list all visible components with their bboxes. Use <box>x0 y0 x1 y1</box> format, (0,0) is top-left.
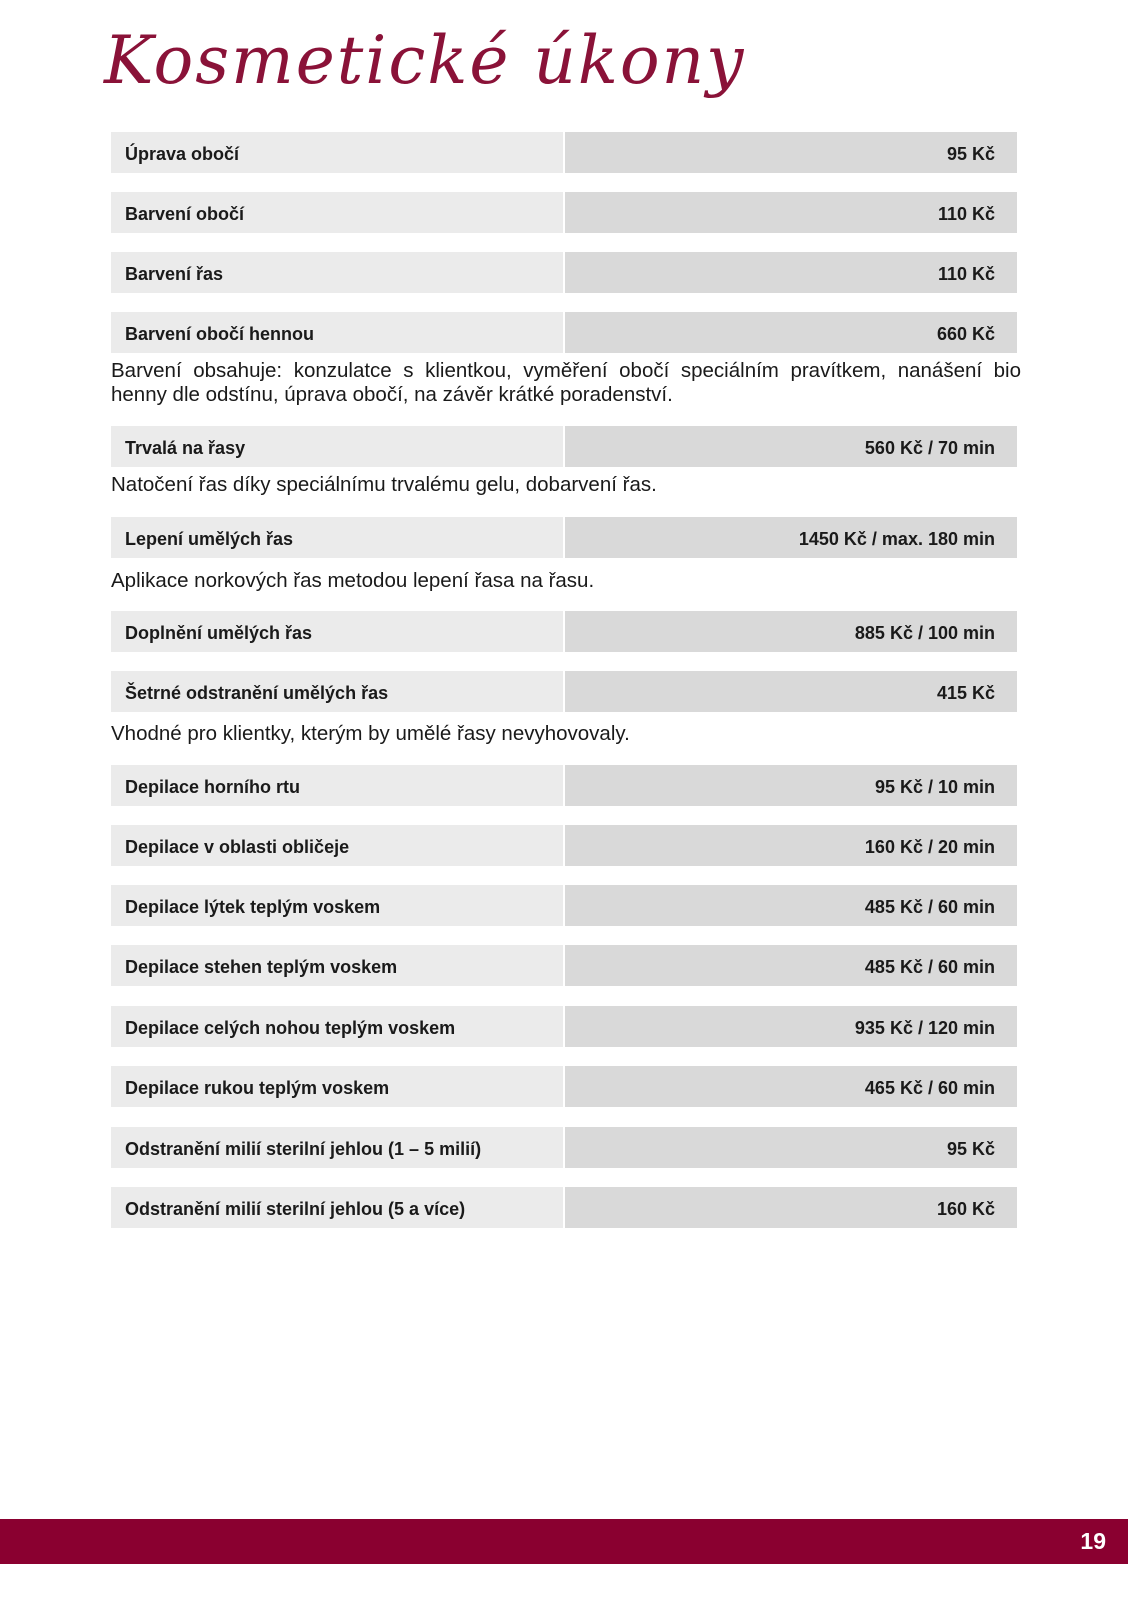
price-row <box>111 132 1017 173</box>
price-row <box>111 611 1017 652</box>
page-title: Kosmetické úkony <box>104 22 746 99</box>
service-price: 885 Kč / 100 min <box>565 611 1017 652</box>
service-name: Barvení řas <box>111 252 563 293</box>
price-row <box>111 252 1017 293</box>
service-price: 415 Kč <box>565 671 1017 712</box>
service-price: 160 Kč <box>565 1187 1017 1228</box>
service-price: 485 Kč / 60 min <box>565 885 1017 926</box>
price-row <box>111 1066 1017 1107</box>
price-row <box>111 192 1017 233</box>
price-row <box>111 885 1017 926</box>
service-name: Depilace lýtek teplým voskem <box>111 885 563 926</box>
service-price: 95 Kč <box>565 132 1017 173</box>
service-name: Odstranění milií sterilní jehlou (1 – 5 milií) <box>111 1127 563 1168</box>
service-name: Depilace rukou teplým voskem <box>111 1066 563 1107</box>
price-row <box>111 945 1017 986</box>
service-name: Depilace v oblasti obličeje <box>111 825 563 866</box>
service-name: Depilace celých nohou teplým voskem <box>111 1006 563 1047</box>
service-price: 160 Kč / 20 min <box>565 825 1017 866</box>
service-price: 1450 Kč / max. 180 min <box>565 517 1017 558</box>
service-price: 560 Kč / 70 min <box>565 426 1017 467</box>
service-name: Doplnění umělých řas <box>111 611 563 652</box>
service-price: 110 Kč <box>565 192 1017 233</box>
price-row <box>111 671 1017 712</box>
service-name: Barvení obočí <box>111 192 563 233</box>
service-name: Trvalá na řasy <box>111 426 563 467</box>
service-price: 935 Kč / 120 min <box>565 1006 1017 1047</box>
service-description: Natočení řas díky speciálnímu trvalému gelu, dobarvení řas. <box>111 473 657 496</box>
service-description: Barvení obsahuje: konzulatce s klientkou, vyměření obočí speciálním pravítkem, nanášení bio henny dle odstínu, úprava obočí, na závěr krátké poradenství. <box>111 359 1021 406</box>
price-row <box>111 1187 1017 1228</box>
price-row <box>111 765 1017 806</box>
service-name: Šetrné odstranění umělých řas <box>111 671 563 712</box>
service-price: 485 Kč / 60 min <box>565 945 1017 986</box>
price-row <box>111 426 1017 467</box>
footer-bar <box>0 1519 1128 1564</box>
service-price: 95 Kč <box>565 1127 1017 1168</box>
price-row <box>111 825 1017 866</box>
service-name: Depilace horního rtu <box>111 765 563 806</box>
service-description: Aplikace norkových řas metodou lepení řasa na řasu. <box>111 569 595 592</box>
service-name: Odstranění milií sterilní jehlou (5 a více) <box>111 1187 563 1228</box>
price-row <box>111 1006 1017 1047</box>
price-row <box>111 1127 1017 1168</box>
service-name: Barvení obočí hennou <box>111 312 563 353</box>
service-name: Lepení umělých řas <box>111 517 563 558</box>
price-row <box>111 517 1017 558</box>
service-name: Depilace stehen teplým voskem <box>111 945 563 986</box>
service-price: 110 Kč <box>565 252 1017 293</box>
page-number: 19 <box>1080 1528 1106 1554</box>
service-description: Vhodné pro klientky, kterým by umělé řasy nevyhovovaly. <box>111 722 630 745</box>
service-price: 465 Kč / 60 min <box>565 1066 1017 1107</box>
service-price: 660 Kč <box>565 312 1017 353</box>
price-row <box>111 312 1017 353</box>
service-name: Úprava obočí <box>111 132 563 173</box>
service-price: 95 Kč / 10 min <box>565 765 1017 806</box>
